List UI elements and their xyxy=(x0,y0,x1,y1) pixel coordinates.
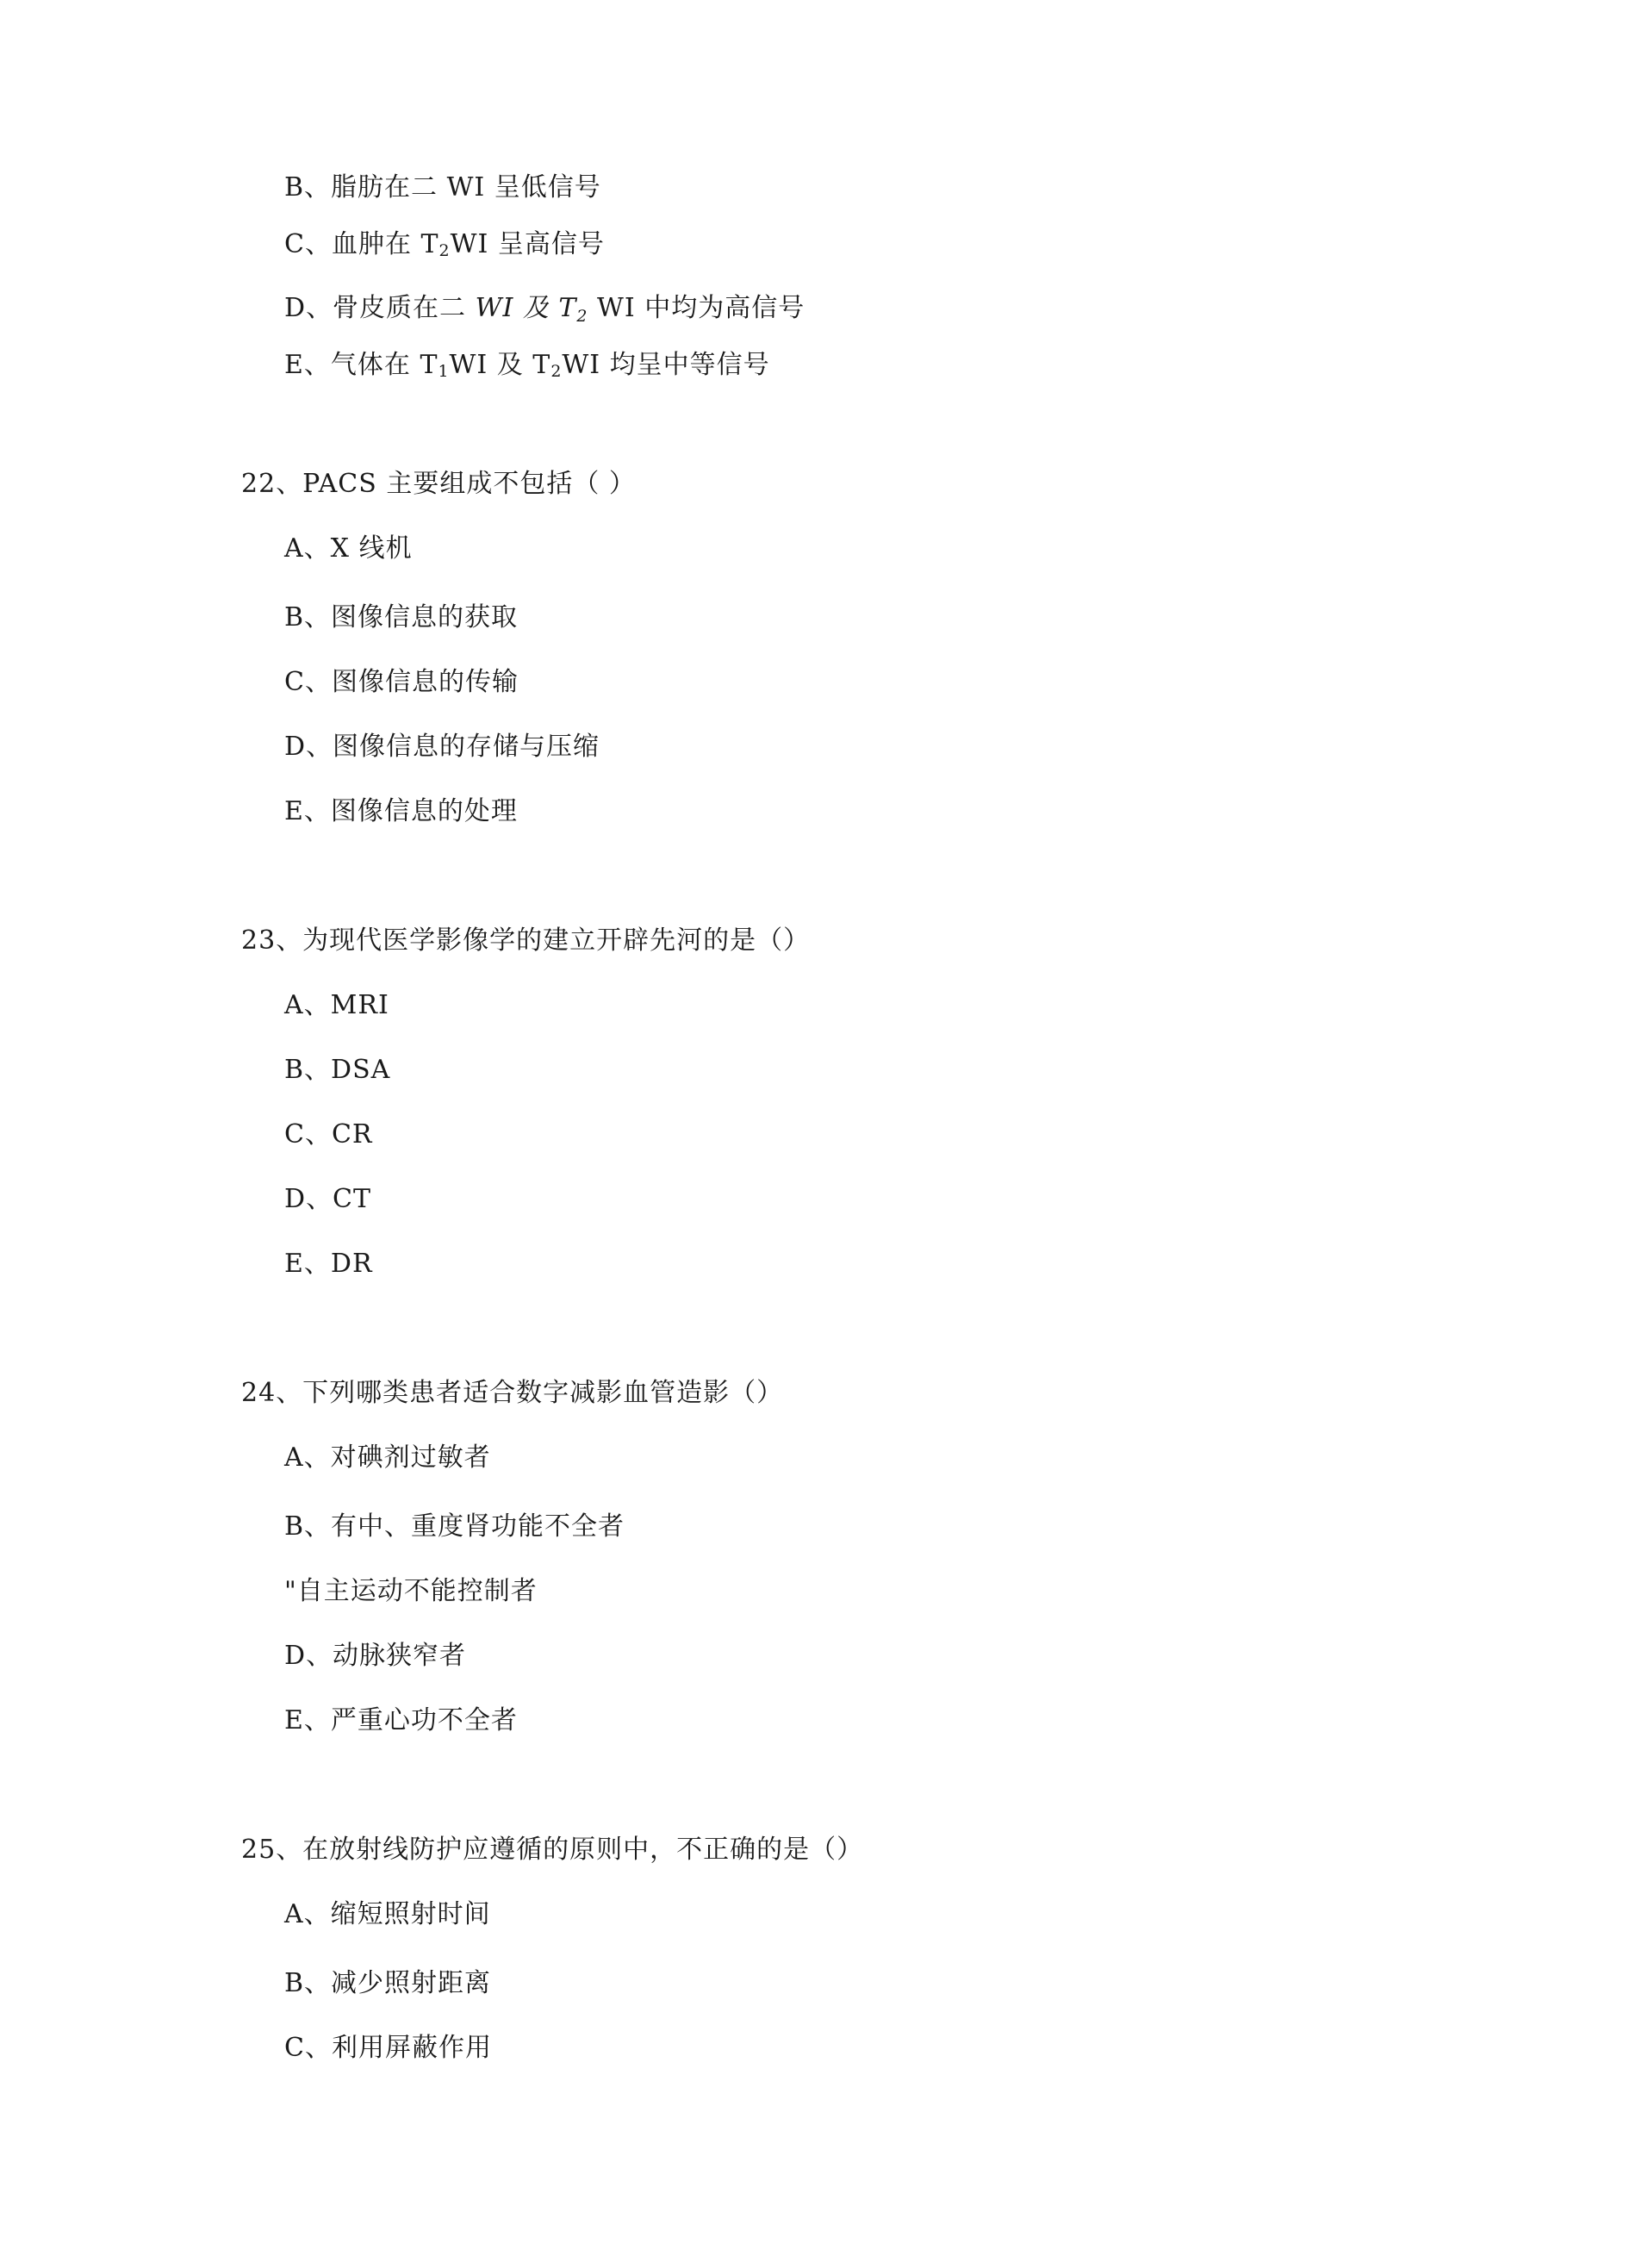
option-text: 、CR xyxy=(304,1119,373,1150)
option-text: 、骨皮质在二 xyxy=(306,293,476,323)
option-text: 、利用屏蔽作用 xyxy=(304,2033,492,2063)
option-text: 、X 线机 xyxy=(303,533,413,564)
option-letter: B xyxy=(284,172,305,202)
option-C xyxy=(284,2031,492,2066)
option-E xyxy=(284,1704,518,1738)
option-text: 、有中、重度肾功能不全者 xyxy=(304,1511,625,1542)
question-text: 、下列哪类患者适合数字减影血管造影（） xyxy=(276,1378,784,1408)
option-text: 、DSA xyxy=(304,1055,391,1085)
option-text-italic: WI 及 T xyxy=(475,293,577,323)
option-letter: C xyxy=(284,229,305,259)
question-text: 、PACS 主要组成不包括（ ） xyxy=(276,469,636,499)
option-text: 、图像信息的存储与压缩 xyxy=(306,732,600,762)
option-text: WI 呈高信号 xyxy=(450,229,605,259)
option-D xyxy=(284,1182,371,1217)
question-number: 24 xyxy=(241,1378,277,1408)
option-letter: A xyxy=(284,1899,304,1929)
option-letter: A xyxy=(284,1442,304,1473)
option-B xyxy=(284,601,518,635)
option-B xyxy=(284,1510,625,1544)
option-letter: E xyxy=(284,1705,304,1735)
option-letter: D xyxy=(284,1184,307,1214)
option-A xyxy=(284,988,389,1023)
option-letter: D xyxy=(284,1641,307,1671)
option-text: 、缩短照射时间 xyxy=(303,1899,491,1929)
option-text: 、减少照射距离 xyxy=(304,1968,492,1998)
option-text: WI 均呈中等信号 xyxy=(562,350,770,380)
option-text: 、MRI xyxy=(303,990,389,1020)
subscript: 2 xyxy=(550,362,563,381)
option-C xyxy=(284,665,519,700)
option-E xyxy=(284,794,518,829)
option-letter: E xyxy=(284,350,304,380)
option-B xyxy=(284,1053,390,1087)
option-B xyxy=(284,1966,491,2001)
subscript: 2 xyxy=(438,241,451,260)
option-letter: E xyxy=(284,796,304,826)
question-number: 25 xyxy=(241,1835,277,1865)
option-text: "自主运动不能控制者 xyxy=(284,1576,538,1606)
option-letter: A xyxy=(284,533,304,564)
option-A xyxy=(284,1897,491,1932)
option-D xyxy=(284,1639,466,1673)
option-text: 、图像信息的传输 xyxy=(304,667,519,697)
option-letter: D xyxy=(284,293,307,323)
option-letter: B xyxy=(284,1511,305,1542)
option-text: 、图像信息的获取 xyxy=(304,602,519,632)
option-text: WI 及 T xyxy=(449,350,551,380)
option-letter: A xyxy=(284,990,304,1020)
option-B xyxy=(284,171,601,205)
question-number: 22 xyxy=(241,469,277,499)
option-letter: C xyxy=(284,1119,305,1150)
option-A xyxy=(284,532,413,566)
subscript: 1 xyxy=(438,362,450,381)
option-letter: D xyxy=(284,732,307,762)
option-C xyxy=(284,1574,538,1609)
option-letter: C xyxy=(284,2033,305,2063)
option-letter: E xyxy=(284,1249,304,1279)
option-text: 、严重心功不全者 xyxy=(303,1705,518,1735)
option-text: 、CT xyxy=(306,1184,372,1214)
question-stem xyxy=(241,467,636,502)
option-text: 、对碘剂过敏者 xyxy=(303,1442,491,1473)
option-C xyxy=(284,227,605,268)
option-D xyxy=(284,730,600,764)
question-text: 、在放射线防护应遵循的原则中，不正确的是（） xyxy=(276,1835,864,1865)
option-letter: B xyxy=(284,1968,305,1998)
option-text: WI 中均为高信号 xyxy=(588,293,805,323)
option-letter: C xyxy=(284,667,305,697)
question-stem xyxy=(241,924,810,958)
question-text: 、为现代医学影像学的建立开辟先河的是（） xyxy=(276,925,811,956)
option-text: 、DR xyxy=(303,1249,373,1279)
option-letter: B xyxy=(284,1055,305,1085)
option-C xyxy=(284,1118,373,1152)
option-E xyxy=(284,1247,373,1281)
option-letter: B xyxy=(284,602,305,632)
question-number: 23 xyxy=(241,925,277,956)
option-A xyxy=(284,1441,491,1475)
option-E xyxy=(284,348,770,389)
option-D xyxy=(284,291,805,333)
option-text: 、血肿在 T xyxy=(304,229,439,259)
option-text: 、图像信息的处理 xyxy=(303,796,518,826)
subscript: 2 xyxy=(576,307,588,326)
option-text: 、动脉狭窄者 xyxy=(306,1641,467,1671)
option-text: 、脂肪在二 WI 呈低信号 xyxy=(304,172,601,202)
question-stem xyxy=(241,1376,783,1411)
option-text: 、气体在 T xyxy=(303,350,438,380)
question-stem xyxy=(241,1833,863,1867)
